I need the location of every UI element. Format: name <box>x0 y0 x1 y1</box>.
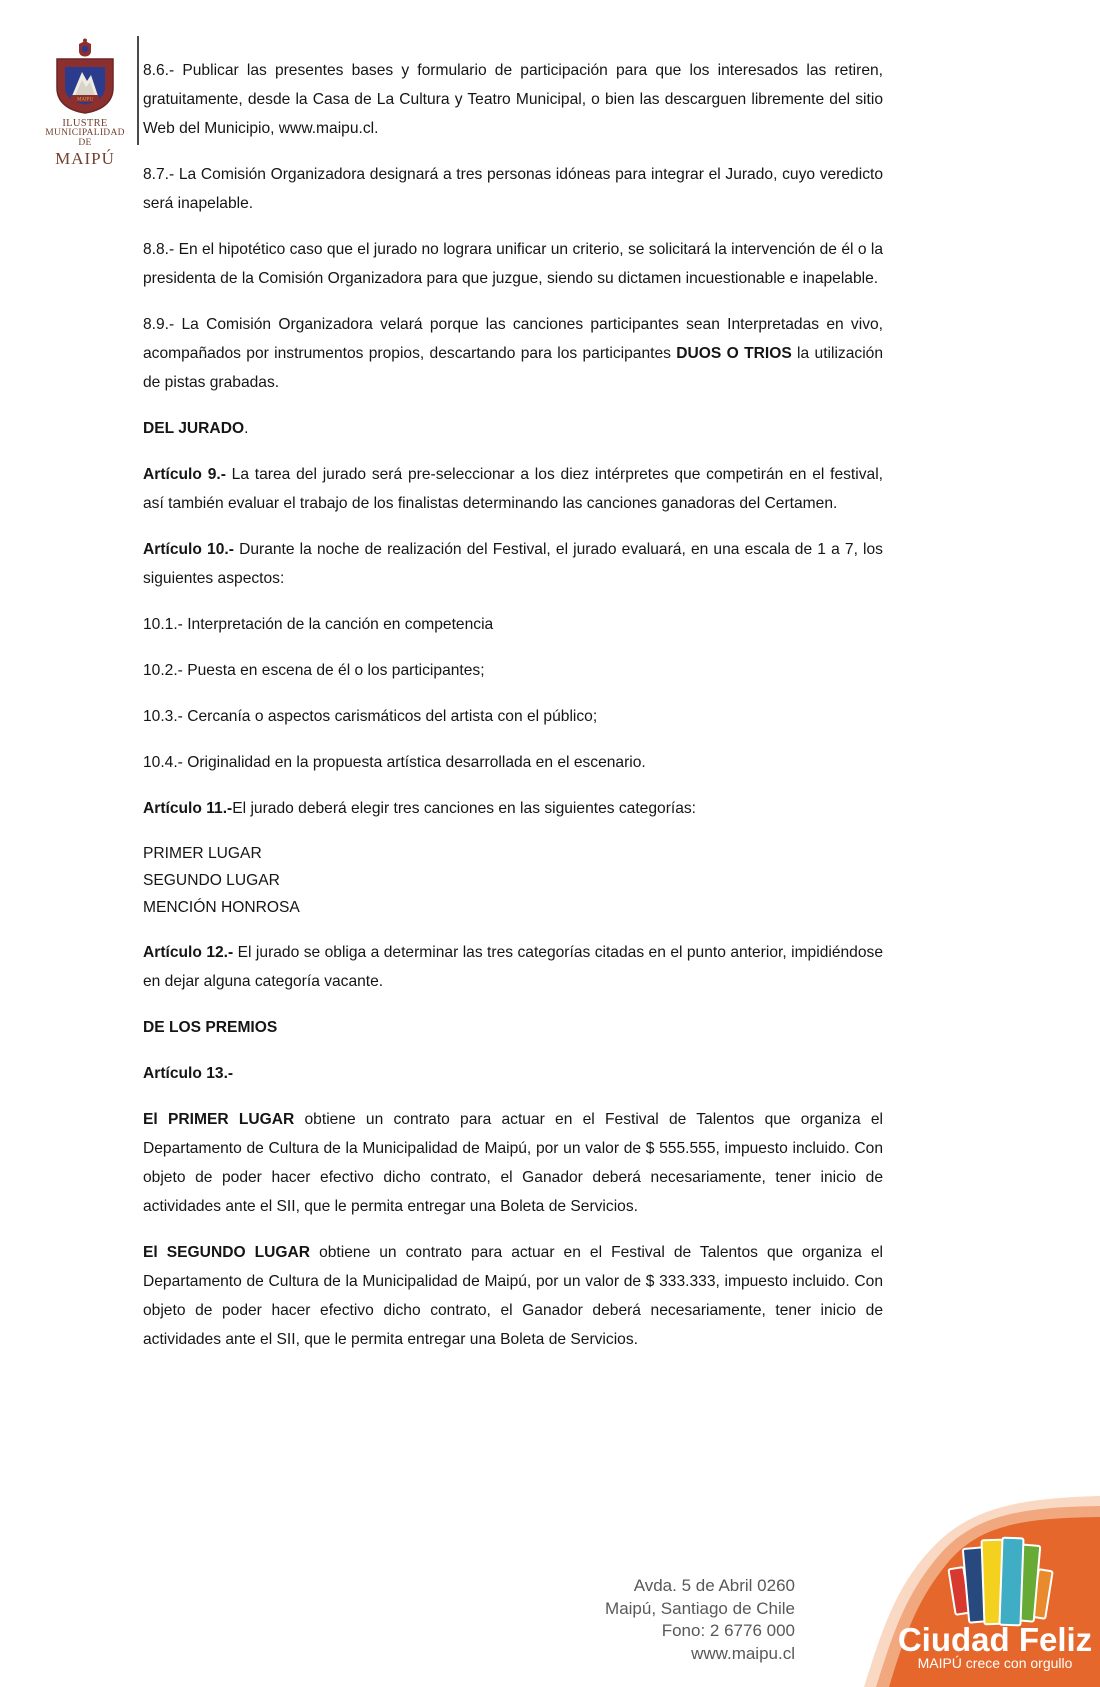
paragraph-8-7: 8.7.- La Comisión Organizadora designará a tres personas idóneas para integrar el Jurado, cuyo veredicto será inapelable. <box>143 166 883 212</box>
list-categorias <box>143 840 883 921</box>
ciudad-feliz-title: Ciudad Feliz <box>897 1621 1093 1658</box>
paragraph-10-1: 10.1.- Interpretación de la canción en competencia <box>143 616 494 633</box>
document-body <box>143 56 883 1371</box>
footer-address <box>605 1575 795 1665</box>
footer-address-line: www.maipu.cl <box>691 1643 795 1663</box>
ciudad-feliz-icon <box>948 1538 1052 1626</box>
footer-address-line: Fono: 2 6776 000 <box>661 1621 795 1640</box>
maipu-crest-icon <box>47 38 123 116</box>
list-line: PRIMER LUGAR <box>143 845 262 862</box>
crest-band-label: MAIPU <box>76 97 94 103</box>
heading-del-jurado: DEL JURADO. <box>143 420 249 437</box>
paragraph-10-4: 10.4.- Originalidad en la propuesta artística desarrollada en el escenario. <box>143 754 646 771</box>
ciudad-feliz-corner-banner <box>820 1452 1100 1687</box>
paragraph-8-8: 8.8.- En el hipotético caso que el jurado no lograra unificar un criterio, se solicitará la intervención de él o la presidenta de la Comisión Organizadora para que juzgue, siendo su dictamen incuestionable e inapelable. <box>143 241 883 287</box>
paragraph-articulo-12: Artículo 12.- El jurado se obliga a determinar las tres categorías citadas en el punto anterior, impidiéndose en dejar alguna categoría vacante. <box>143 944 883 990</box>
logo-text-municipalidad: MUNICIPALIDAD DE <box>45 128 125 148</box>
paragraph-segundo-lugar: El SEGUNDO LUGAR obtiene un contrato para actuar en el Festival de Talentos que organiza el Departamento de Cultura de la Municipalidad de Maipú, por un valor de $ 333.333, impuesto incluido. Con objeto de poder hacer efectivo dicho contrato, el Ganador deberá necesariamente, tener inicio de actividades ante el SII, que le permita entregar una Boleta de Servicios. <box>143 1244 884 1348</box>
footer-address-line: Avda. 5 de Abril 0260 <box>633 1576 795 1595</box>
paragraph-primer-lugar: El PRIMER LUGAR obtiene un contrato para actuar en el Festival de Talentos que organiza el Departamento de Cultura de la Municipalidad de Maipú, por un valor de $ 555.555, impuesto incluido. Con objeto de poder hacer efectivo dicho contrato, el Ganador deberá necesariamente, tener inicio de actividades ante el SII, que le permita entregar una Boleta de Servicios. <box>143 1111 883 1215</box>
heading-de-los-premios: DE LOS PREMIOS <box>143 1019 278 1036</box>
paragraph-10-3: 10.3.- Cercanía o aspectos carismáticos del artista con el público; <box>143 708 598 725</box>
paragraph-articulo-13: Artículo 13.- <box>143 1065 234 1082</box>
paragraph-10-2: 10.2.- Puesta en escena de él o los participantes; <box>143 662 485 679</box>
paragraph-8-6: 8.6.- Publicar las presentes bases y formulario de participación para que los interesados las retiren, gratuitamente, desde la Casa de La Cultura y Teatro Municipal, o bien las descarguen libremente del sitio Web del Municipio, www.maipu.cl. <box>143 56 883 143</box>
paragraph-8-9: 8.9.- La Comisión Organizadora velará porque las canciones participantes sean Interpretadas en vivo, acompañados por instrumentos propios, descartando para los participantes DUOS O TRIOS la utilización de pistas grabadas. <box>143 316 883 391</box>
logo-text-ilustre: ILUSTRE <box>62 118 108 129</box>
paragraph-articulo-11: Artículo 11.-El jurado deberá elegir tres canciones en las siguientes categorías: <box>143 800 697 817</box>
logo-text-maipu: MAIPÚ <box>55 148 115 168</box>
list-line: SEGUNDO LUGAR <box>143 872 280 889</box>
paragraph-articulo-9: Artículo 9.- La tarea del jurado será pre-seleccionar a los diez intérpretes que competirán en el festival, así también evaluar el trabajo de los finalistas determinando las canciones ganadoras del Certamen. <box>143 466 883 512</box>
ciudad-feliz-tagline: MAIPÚ crece con orgullo <box>917 1655 1073 1671</box>
list-line: MENCIÓN HONROSA <box>143 899 300 916</box>
paragraph-articulo-10: Artículo 10.- Durante la noche de realización del Festival, el jurado evaluará, en una escala de 1 a 7, los siguientes aspectos: <box>143 541 883 587</box>
municipality-logo <box>38 38 132 168</box>
footer-address-line: Maipú, Santiago de Chile <box>605 1598 795 1618</box>
